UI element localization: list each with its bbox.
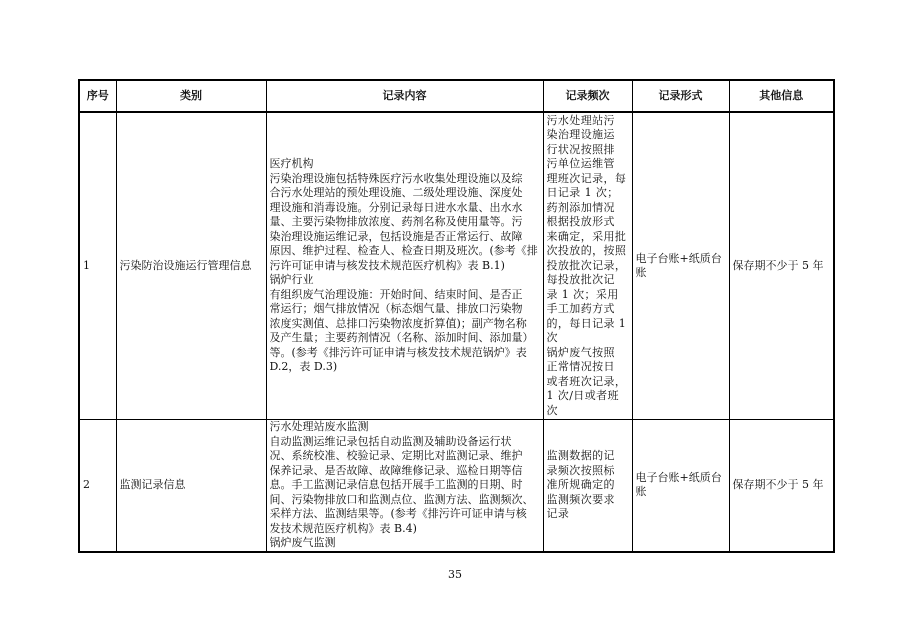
header-other: 其他信息 [729, 80, 834, 112]
row-category: 污染防治设施运行管理信息 [116, 112, 266, 420]
frequency-line: 1 次/日或者班 [546, 389, 619, 403]
frequency-line: 药剂添加情况 [546, 200, 615, 214]
content-line: 息。手工监测记录信息包括开展手工监测的日期、时 [269, 478, 523, 491]
content-line: 有组织废气治理设施：开始时间、结束时间、是否正 [269, 287, 523, 301]
content-line: 理设施和消毒设施。分别记录每日进水水量、出水水 [269, 200, 523, 214]
row-other: 保存期不少于 5 年 [729, 420, 834, 552]
frequency-line: 投放批次记录， [546, 258, 627, 272]
page-number: 35 [448, 568, 462, 581]
frequency-line: 日记录 1 次； [546, 186, 619, 200]
frequency-line: 污水处理站污 [546, 113, 615, 127]
header-index: 序号 [79, 80, 116, 112]
row-content [266, 112, 543, 420]
frequency-line: 次投放的，按照 [546, 244, 627, 258]
row-form: 电子台账+纸质台账 [632, 112, 729, 420]
frequency-line: 染治理设施运 [546, 128, 615, 142]
content-line: 及产生量；主要药剂情况（名称、添加时间、添加量） [269, 331, 534, 345]
header-category: 类别 [116, 80, 266, 112]
frequency-line: 录 1 次；采用 [546, 287, 619, 301]
content-line: 污染治理设施包括特殊医疗污水收集处理设施以及综 [269, 171, 523, 185]
row-category: 监测记录信息 [116, 420, 266, 552]
row-content [266, 420, 543, 552]
frequency-line: 监测频次要求 [546, 492, 615, 506]
frequency-line: 锅炉废气按照 [546, 345, 615, 359]
header-frequency: 记录频次 [543, 80, 632, 112]
content-line: 原因、维护过程、检查人、检查日期及班次。(参考《排 [269, 244, 538, 258]
content-line: 等。(参考《排污许可证申请与核发技术规范锅炉》表 [269, 345, 527, 359]
frequency-line: 监测数据的记 [546, 449, 615, 462]
frequency-line: 或者班次记录， [546, 374, 627, 388]
content-line: 量、主要污染物排放浓度、药剂名称及使用量等。污 [269, 215, 523, 229]
table-header-row [79, 80, 834, 112]
header-form: 记录形式 [632, 80, 729, 112]
frequency-line: 来确定，采用批 [546, 229, 627, 243]
row-frequency [543, 420, 632, 552]
content-line: 发技术规范医疗机构》表 B.4) [269, 521, 417, 535]
content-line: 合污水处理站的预处理设施、二级处理设施、深度处 [269, 186, 523, 200]
frequency-line: 次 [546, 331, 558, 345]
row-other: 保存期不少于 5 年 [729, 112, 834, 420]
frequency-line: 准所规确定的 [546, 478, 615, 491]
frequency-line: 的，每日记录 1 [546, 316, 627, 330]
frequency-line: 污单位运维管 [546, 157, 615, 171]
frequency-line: 每投放批次记 [546, 273, 615, 287]
content-line: 保养记录、是否故障、故障维修记录、巡检日期等信 [269, 463, 523, 477]
content-line: 常运行；烟气排放情况（标态烟气量、排放口污染物 [269, 302, 523, 316]
row-form: 电子台账+纸质台账 [632, 420, 729, 552]
content-line: 医疗机构 [269, 157, 314, 171]
content-line: 采样方法、监测结果等。(参考《排污许可证申请与核 [269, 507, 527, 520]
header-content: 记录内容 [266, 80, 543, 112]
content-line: 锅炉行业 [269, 273, 314, 287]
table-row [79, 112, 834, 420]
content-line: 锅炉废气监测 [269, 536, 336, 549]
content-line: 浓度实测值、总排口污染物浓度折算值)；副产物名称 [269, 316, 527, 330]
content-line: 况、系统校准、校验记录、定期比对监测记录、维护 [269, 449, 523, 462]
frequency-line: 记录 [546, 507, 570, 520]
content-line: 染治理设施运维记录，包括设施是否正常运行、故障 [269, 229, 523, 243]
content-line: 自动监测运维记录包括自动监测及辅助设备运行状 [269, 434, 512, 448]
frequency-line: 行状况按照排 [546, 142, 615, 156]
frequency-line: 手工加药方式 [546, 302, 615, 316]
frequency-line: 理班次记录，每 [546, 171, 627, 185]
content-line: 污许可证申请与核发技术规范医疗机构》表 B.1) [269, 258, 505, 272]
content-line: 污水处理站废水监测 [269, 420, 369, 433]
row-frequency [543, 112, 632, 420]
content-line: 间、污染物排放口和监测点位、监测方法、监测频次、 [269, 492, 534, 506]
row-index: 1 [79, 112, 116, 420]
table-row [79, 420, 834, 552]
row-index: 2 [79, 420, 116, 552]
frequency-line: 录频次按照标 [546, 463, 615, 477]
frequency-line: 次 [546, 403, 558, 417]
content-line: D.2，表 D.3) [269, 360, 338, 374]
frequency-line: 根据投放形式 [546, 215, 615, 229]
records-table [78, 79, 835, 553]
frequency-line: 正常情况按日 [546, 360, 615, 374]
